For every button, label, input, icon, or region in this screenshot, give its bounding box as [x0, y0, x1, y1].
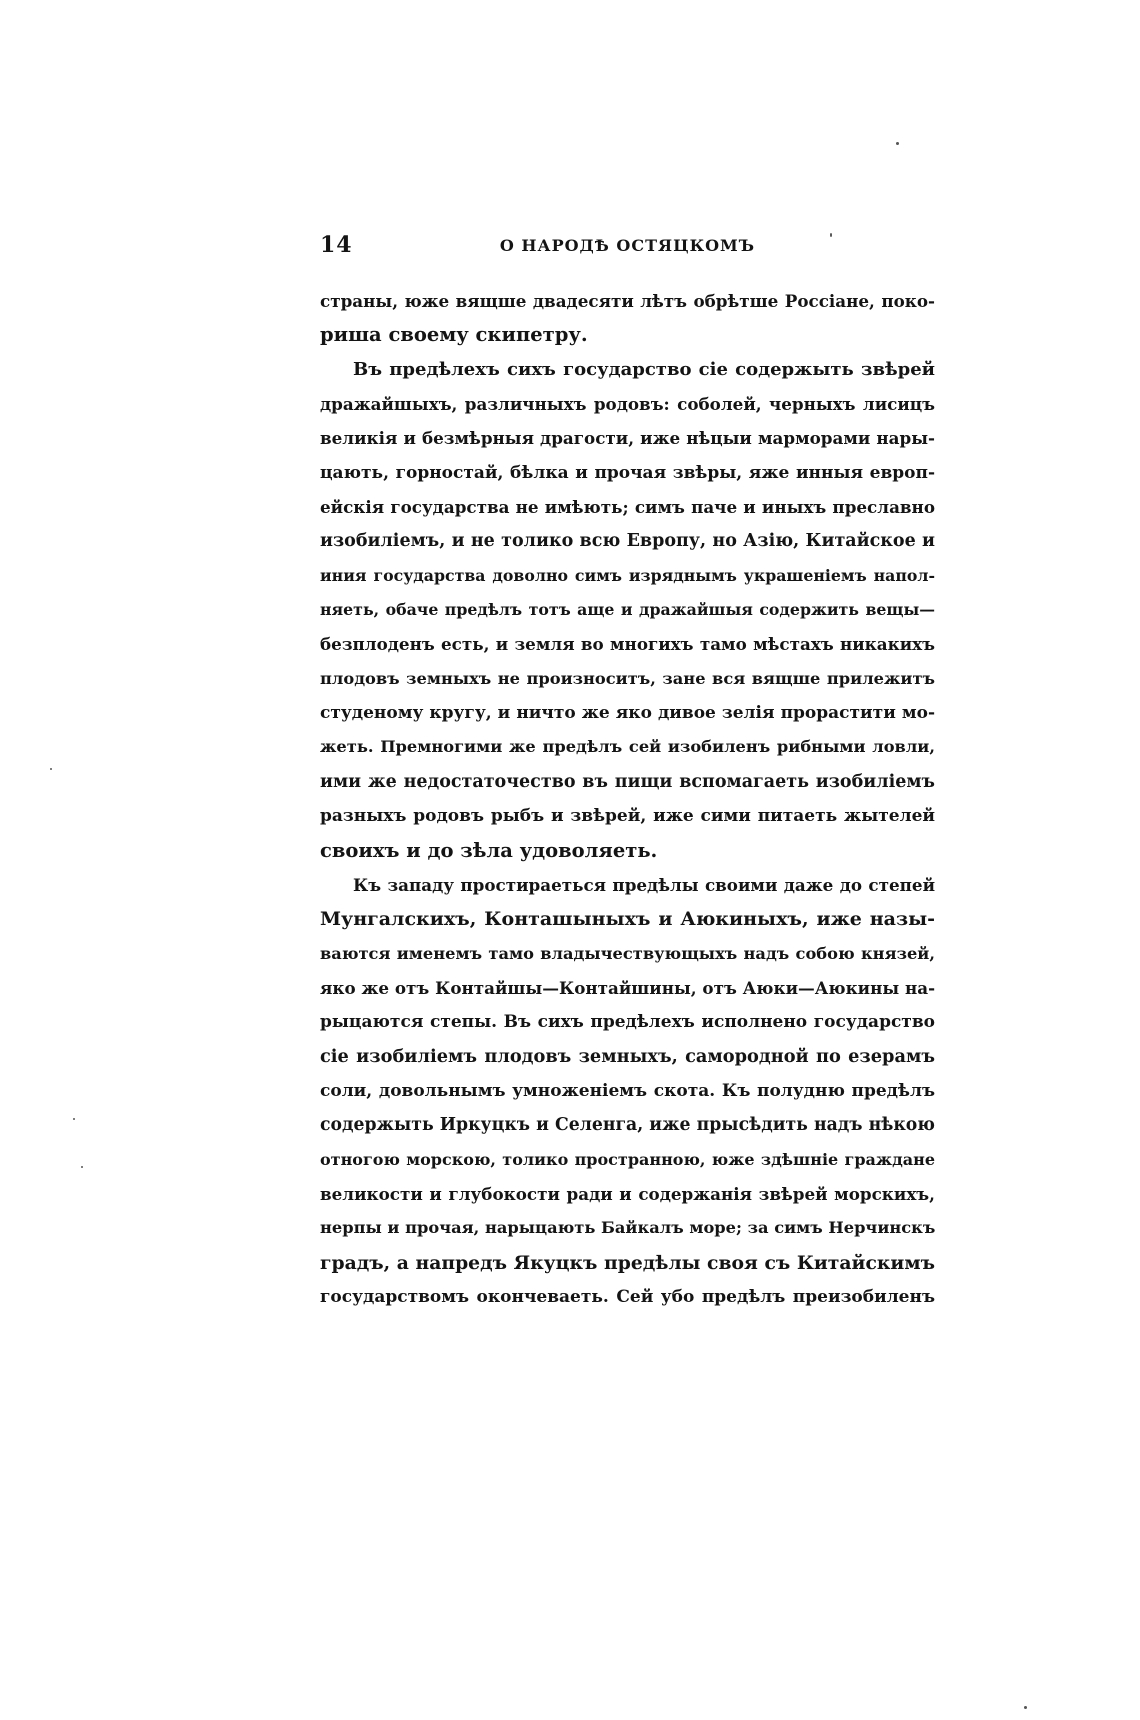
text-line: рыцаются степы. Въ сихъ предѣлехъ исполнено государство — [320, 1012, 935, 1033]
text-line: великiя и безмѣрныя драгости, иже нѣцыи марморами нары- — [320, 428, 935, 449]
scan-speck — [896, 142, 899, 145]
page-number: 14 — [320, 232, 353, 258]
text-line: страны, юже вящше двадесяти лѣтъ обрѣтше Россiане, поко- — [320, 291, 935, 311]
text-line: разныхъ родовъ рыбъ и звѣрей, иже сими питаеть жытелей — [320, 806, 935, 827]
text-line: государствомъ окончеваеть. Сей убо предѣлъ преизобиленъ — [320, 1286, 935, 1307]
text-line: нерпы и прочая, нарыцають Байкалъ море; за симъ Нерчинскъ — [320, 1218, 935, 1238]
scan-speck — [830, 233, 832, 237]
text-line: Мунгалскихъ, Конташыныхъ и Аюкиныхъ, иже назы- — [320, 908, 935, 931]
text-line: соли, довольнымъ умноженiемъ скота. Къ полудню предѣлъ — [320, 1080, 935, 1101]
text-line: градъ, а напредъ Якуцкъ предѣлы своя съ Китайскимъ — [320, 1251, 935, 1274]
text-line: цають, горностай, бѣлка и прочая звѣры, яже инныя европ- — [320, 462, 935, 483]
text-line: великости и глубокости ради и содержанiя звѣрей морскихъ, — [320, 1183, 935, 1204]
text-line: ваются именемъ тамо владычествующыхъ надъ собою князей, — [320, 943, 935, 963]
text-line: ими же недостаточество въ пищи вспомагаеть изобилiемъ — [320, 771, 935, 792]
text-line: яко же отъ Контайшы—Контайшины, отъ Аюки—Аюкины на- — [320, 977, 935, 998]
scan-speck — [1024, 1706, 1027, 1709]
running-title: О НАРОДѢ ОСТЯЦКОМЪ — [499, 236, 756, 255]
text-line: отногою морскою, толико пространною, юже здѣшнiе граждане — [320, 1149, 935, 1169]
scan-speck — [50, 768, 52, 770]
body-text — [320, 284, 935, 1314]
text-line: риша своему скипетру. — [320, 323, 588, 347]
text-line: своихъ и до зѣла удоволяеть. — [320, 838, 658, 862]
scan-speck — [73, 1118, 75, 1120]
text-line: Къ западу простираеться предѣлы своими даже до степей — [353, 874, 935, 895]
text-line: иния государства доволно симъ изряднымъ украшенiемъ напол- — [320, 565, 935, 585]
text-line: плодовъ земныхъ не произноситъ, зане вся вящше прилежитъ — [320, 668, 935, 688]
text-line: студеному кругу, и ничто же яко дивое зелiя прорастити мо- — [320, 703, 935, 724]
text-line: жеть. Премногими же предѣлъ сей изобиленъ рибными ловли, — [320, 737, 935, 757]
text-line: няеть, обаче предѣлъ тотъ аще и дражайшыя содержить вещы— — [320, 600, 935, 620]
text-line: безплоденъ есть, и земля во многихъ тамо мѣстахъ никакихъ — [320, 634, 935, 655]
text-line: дражайшыхъ, различныхъ родовъ: соболей, черныхъ лисицъ — [320, 394, 935, 415]
text-line: сiе изобилiемъ плодовъ земныхъ, самородной по езерамъ — [320, 1045, 935, 1067]
text-line: ейскiя государства не имѣють; симъ паче и иныхъ преславно — [320, 497, 935, 518]
page-header — [320, 232, 935, 264]
text-line: содержыть Иркуцкъ и Селенга, иже прысѣдить надъ нѣкою — [320, 1115, 935, 1136]
text-line: Въ предѣлехъ сихъ государство сiе содержыть звѣрей — [353, 358, 935, 380]
text-line: изобилiемъ, и не толико всю Европу, но Азiю, Китайское и — [320, 531, 935, 552]
scan-speck — [81, 1166, 83, 1168]
